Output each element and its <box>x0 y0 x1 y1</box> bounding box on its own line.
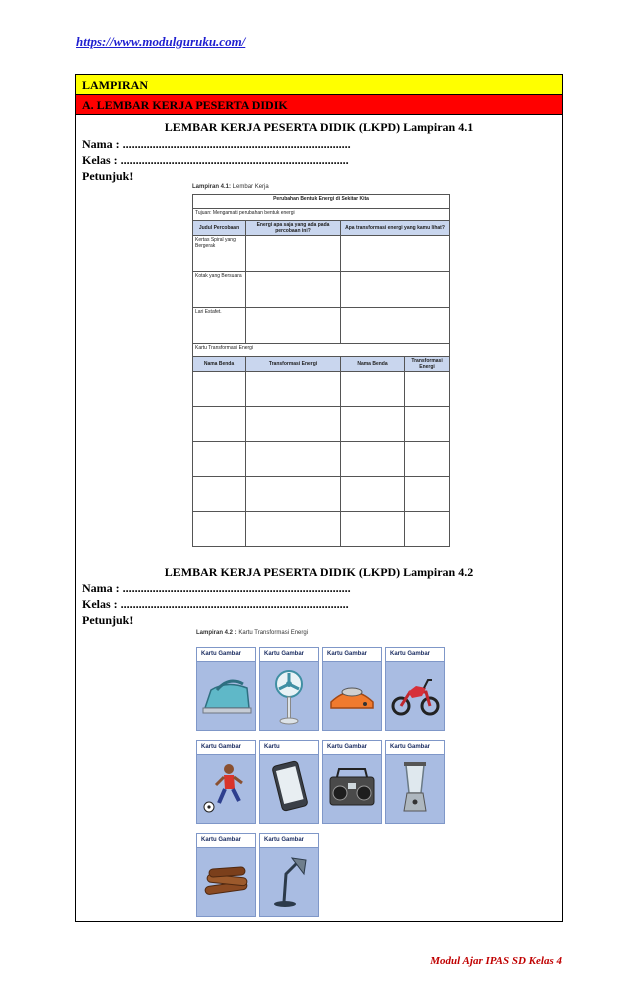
col-header-transformasi-energi: Transformasi Energi <box>246 357 341 372</box>
lkpd1-nama-field: Nama : ............................................................................ <box>82 137 351 151</box>
col-header-energi: Energi apa saja yang ada pada percobaan ini? <box>246 221 341 236</box>
answer-cell[interactable] <box>341 372 405 407</box>
lampiran-heading: LAMPIRAN <box>76 75 562 95</box>
answer-cell[interactable] <box>246 442 341 477</box>
answer-cell[interactable] <box>405 512 450 547</box>
lkpd2-petunjuk: Petunjuk! <box>82 613 134 627</box>
row-label: Kertas Spiral yang Bergerak <box>193 236 246 272</box>
answer-cell[interactable] <box>246 407 341 442</box>
lkpd1-caption: Lampiran 4.1: Lembar Kerja <box>192 184 269 190</box>
lkpd1-kelas-field: Kelas : ............................................................................ <box>82 153 349 167</box>
answer-cell[interactable] <box>246 272 341 308</box>
answer-cell[interactable] <box>246 236 341 272</box>
lampiran-frame <box>75 74 563 922</box>
answer-cell[interactable] <box>193 372 246 407</box>
card-label: Kartu Gambar <box>260 648 318 662</box>
stove-icon <box>323 662 381 730</box>
col-header-nama-benda: Nama Benda <box>341 357 405 372</box>
answer-cell[interactable] <box>246 477 341 512</box>
row-label: Kotak yang Bersuara <box>193 272 246 308</box>
answer-cell[interactable] <box>193 442 246 477</box>
answer-cell[interactable] <box>405 407 450 442</box>
radio-icon <box>323 755 381 823</box>
energy-card[interactable] <box>385 647 445 731</box>
card-label: Kartu <box>260 741 318 755</box>
answer-cell[interactable] <box>341 407 405 442</box>
row-label: Lari Estafet. <box>193 308 246 344</box>
lkpd2-nama-field: Nama : ............................................................................ <box>82 581 351 595</box>
phone-icon <box>260 755 318 823</box>
worksheet-table <box>192 194 450 547</box>
answer-cell[interactable] <box>246 372 341 407</box>
energy-card[interactable] <box>322 647 382 731</box>
answer-cell[interactable] <box>405 477 450 512</box>
answer-cell[interactable] <box>246 512 341 547</box>
answer-cell[interactable] <box>341 236 450 272</box>
motorcycle-icon <box>386 662 444 730</box>
col-header-judul: Judul Percobaan <box>193 221 246 236</box>
kartu-label: Kartu Transformasi Energi <box>193 344 450 357</box>
card-label: Kartu Gambar <box>260 834 318 848</box>
section-a-heading: A. LEMBAR KERJA PESERTA DIDIK <box>76 95 562 115</box>
card-label: Kartu Gambar <box>197 648 255 662</box>
blender-icon <box>386 755 444 823</box>
soccer-player-icon <box>197 755 255 823</box>
worksheet-tujuan: Tujuan: Mengamati perubahan bentuk energi <box>193 209 450 221</box>
card-label: Kartu Gambar <box>197 834 255 848</box>
iron-icon <box>197 662 255 730</box>
energy-card[interactable] <box>259 647 319 731</box>
lkpd1-title: LEMBAR KERJA PESERTA DIDIK (LKPD) Lampiran 4.1 <box>164 120 474 134</box>
source-url[interactable]: https://www.modulguruku.com/ <box>76 34 246 49</box>
desk-lamp-icon <box>260 848 318 916</box>
answer-cell[interactable] <box>341 512 405 547</box>
card-label: Kartu Gambar <box>323 648 381 662</box>
fan-icon <box>260 662 318 730</box>
footer-text: Modul Ajar IPAS SD Kelas 4 <box>430 955 562 967</box>
firewood-icon <box>197 848 255 916</box>
answer-cell[interactable] <box>341 442 405 477</box>
worksheet-title: Perubahan Bentuk Energi di Sekitar Kita <box>193 195 450 209</box>
energy-card[interactable] <box>259 833 319 917</box>
energy-card[interactable] <box>196 740 256 824</box>
energy-card[interactable] <box>259 740 319 824</box>
energy-card[interactable] <box>196 647 256 731</box>
answer-cell[interactable] <box>405 372 450 407</box>
lkpd2-title: LEMBAR KERJA PESERTA DIDIK (LKPD) Lampiran 4.2 <box>164 565 474 579</box>
answer-cell[interactable] <box>341 477 405 512</box>
card-label: Kartu Gambar <box>386 648 444 662</box>
answer-cell[interactable] <box>193 407 246 442</box>
energy-card[interactable] <box>196 833 256 917</box>
energy-card[interactable] <box>385 740 445 824</box>
col-header-nama-benda: Nama Benda <box>193 357 246 372</box>
lkpd2-caption: Lampiran 4.2 : Kartu Transformasi Energi <box>196 630 309 636</box>
answer-cell[interactable] <box>193 477 246 512</box>
answer-cell[interactable] <box>193 512 246 547</box>
lkpd2-kelas-field: Kelas : ............................................................................ <box>82 597 349 611</box>
answer-cell[interactable] <box>246 308 341 344</box>
lkpd1-petunjuk: Petunjuk! <box>82 169 134 183</box>
card-label: Kartu Gambar <box>197 741 255 755</box>
card-label: Kartu Gambar <box>386 741 444 755</box>
col-header-transformasi-energi: Transformasi Energi <box>405 357 450 372</box>
energy-card[interactable] <box>322 740 382 824</box>
card-label: Kartu Gambar <box>323 741 381 755</box>
answer-cell[interactable] <box>341 272 450 308</box>
col-header-transformasi: Apa transformasi energi yang kamu lihat? <box>341 221 450 236</box>
answer-cell[interactable] <box>405 442 450 477</box>
answer-cell[interactable] <box>341 308 450 344</box>
